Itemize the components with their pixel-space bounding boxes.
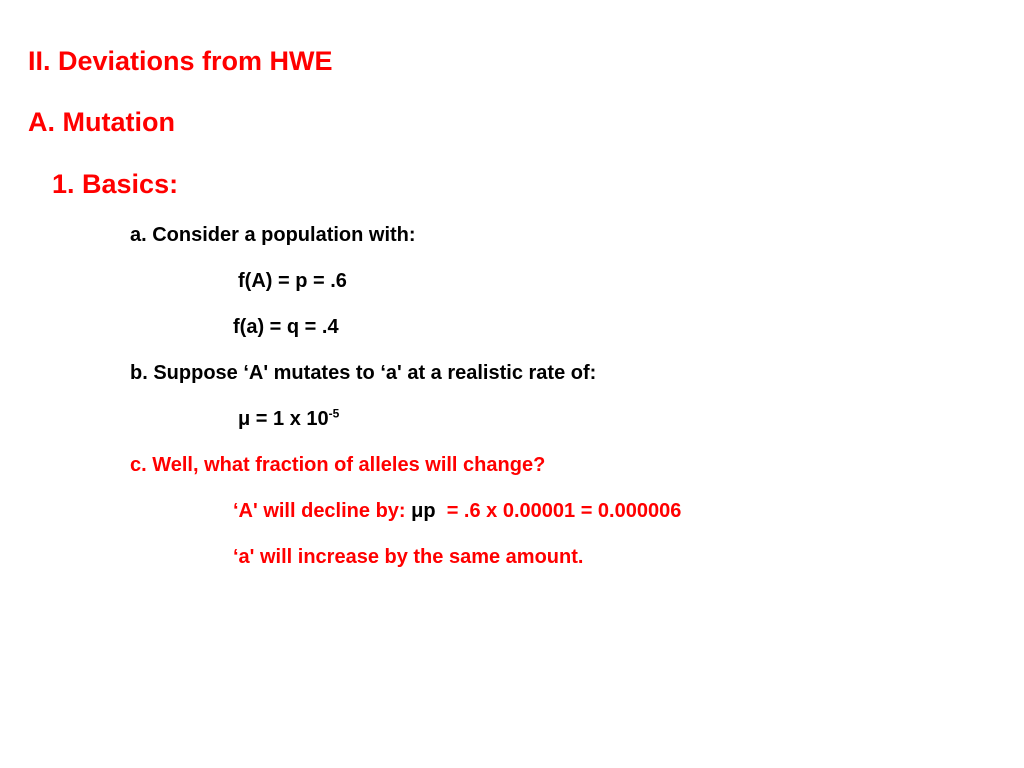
mutation-rate — [238, 406, 340, 430]
mutation-rate-exponent: -5 — [328, 406, 340, 421]
item-c-label: c. Well, what fraction of alleles will change? — [130, 454, 546, 476]
increase-line: ‘a' will increase by the same amount. — [233, 546, 584, 568]
section-title: II. Deviations from HWE — [28, 46, 333, 76]
freq-a: f(a) = q = .4 — [233, 316, 339, 338]
decline-equation: = .6 x 0.00001 = 0.000006 — [435, 500, 682, 522]
freq-A: f(A) = p = .6 — [238, 270, 347, 292]
subsection-title: A. Mutation — [28, 107, 175, 137]
mutation-rate-base: μ = 1 x 10 — [238, 408, 329, 430]
item-a-label: a. Consider a population with: — [130, 224, 416, 246]
decline-line — [233, 501, 681, 521]
item-b-label: b. Suppose ‘A' mutates to ‘a' at a realistic rate of: — [130, 362, 597, 384]
decline-prefix: ‘A' will decline by: — [233, 500, 412, 522]
decline-symbol: μp — [411, 500, 436, 522]
topic-title: 1. Basics: — [52, 169, 179, 199]
